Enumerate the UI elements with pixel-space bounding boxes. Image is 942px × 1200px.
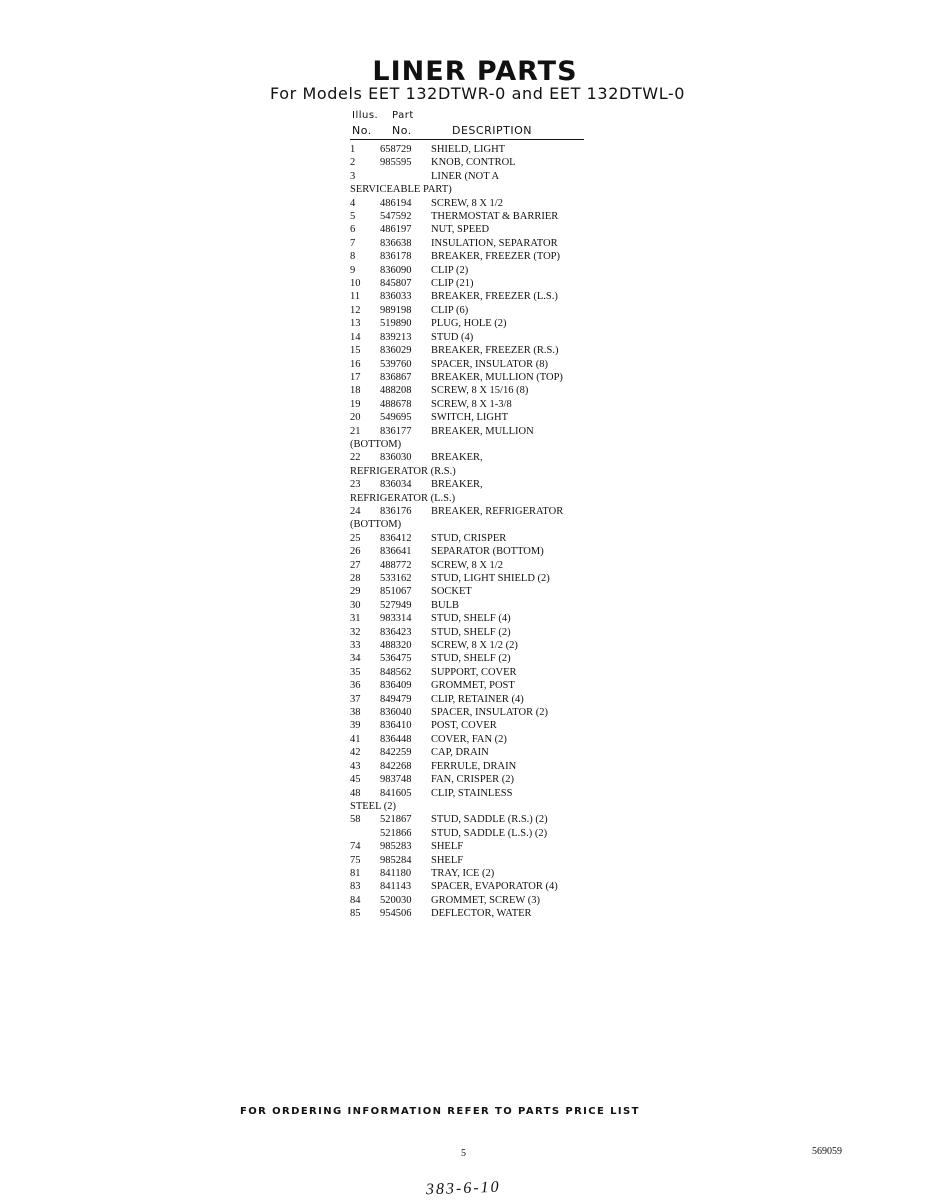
part-description: STUD, LIGHT SHIELD (2) <box>431 573 550 584</box>
part-description: SPACER, INSULATOR (2) <box>431 707 548 719</box>
parts-row <box>350 907 600 920</box>
part-number: 985595 <box>380 157 412 169</box>
part-description: THERMOSTAT & BARRIER <box>431 211 559 223</box>
illus-number: 12 <box>350 304 361 316</box>
part-number: 836176 <box>380 505 412 517</box>
part-header-top: Part <box>392 110 414 121</box>
part-number: 839213 <box>380 331 412 343</box>
part-number: 836641 <box>380 546 412 558</box>
illus-number: 29 <box>350 586 361 598</box>
illus-number: 6 <box>350 224 356 236</box>
illus-number: 2 <box>350 157 356 169</box>
parts-row <box>350 693 600 706</box>
part-description: NUT, SPEED <box>431 224 490 236</box>
illus-number: 83 <box>350 881 361 893</box>
part-description: STUD, SADDLE (R.S.) (2) <box>431 814 548 826</box>
page-number: 5 <box>461 1148 466 1159</box>
illus-number: 23 <box>350 479 361 491</box>
illus-number: 58 <box>350 814 361 826</box>
part-description: DEFLECTOR, WATER <box>431 908 532 920</box>
part-description: BULB <box>431 599 460 611</box>
part-description: STUD, SHELF (2) <box>431 653 511 665</box>
parts-row <box>350 331 600 344</box>
illus-number: 7 <box>350 237 356 249</box>
part-description: BREAKER, FREEZER (L.S.) <box>431 291 558 303</box>
parts-row <box>350 398 600 411</box>
parts-row <box>350 679 600 692</box>
part-number: 836410 <box>380 720 412 732</box>
part-number: 842268 <box>380 760 412 772</box>
part-description: STUD, SHELF (4) <box>431 613 511 625</box>
parts-row <box>350 880 600 893</box>
parts-row <box>350 250 600 263</box>
parts-row <box>350 599 600 612</box>
parts-row <box>350 706 600 719</box>
part-description: BREAKER, MULLION (BOTTOM) <box>350 425 534 450</box>
parts-row <box>350 585 600 598</box>
part-number: 547592 <box>380 211 412 223</box>
part-number: 836409 <box>380 680 412 692</box>
illus-number: 30 <box>350 599 361 611</box>
parts-row <box>350 559 600 572</box>
illus-number: 32 <box>350 626 361 638</box>
part-number: 539760 <box>380 358 412 370</box>
part-number: 836033 <box>380 291 412 303</box>
parts-row <box>350 223 600 236</box>
parts-row <box>350 773 600 786</box>
illus-number: 33 <box>350 640 361 652</box>
part-number: 849479 <box>380 693 412 705</box>
part-number: 836638 <box>380 237 412 249</box>
parts-row <box>350 210 600 223</box>
parts-row <box>350 344 600 357</box>
illus-number: 15 <box>350 345 361 357</box>
part-description: STUD (4) <box>431 331 474 343</box>
illus-number: 41 <box>350 733 361 745</box>
parts-row <box>350 827 600 840</box>
part-description: STUD, SHELF (2) <box>431 626 511 638</box>
part-number: 486194 <box>380 197 412 209</box>
illus-number: 18 <box>350 385 361 397</box>
part-description: CLIP, RETAINER (4) <box>431 693 524 705</box>
part-number: 486197 <box>380 224 412 236</box>
parts-row <box>350 371 600 384</box>
part-number: 521867 <box>380 814 412 826</box>
illus-number: 36 <box>350 680 361 692</box>
illus-number: 38 <box>350 707 361 719</box>
illus-number: 25 <box>350 532 361 544</box>
illus-number: 37 <box>350 693 361 705</box>
parts-row <box>350 719 600 732</box>
part-description: TRAY, ICE (2) <box>431 867 495 879</box>
parts-row <box>350 264 600 277</box>
part-description: SHIELD, LIGHT <box>431 144 506 155</box>
illus-number: 10 <box>350 278 361 290</box>
part-description: CLIP (2) <box>431 264 469 276</box>
illus-number: 3 <box>350 170 356 182</box>
part-number: 836090 <box>380 264 412 276</box>
illus-header: No. <box>352 124 372 137</box>
illus-number: 43 <box>350 760 361 772</box>
illus-number: 31 <box>350 613 361 625</box>
parts-row <box>350 545 600 558</box>
models-subtitle: For Models EET 132DTWR-0 and EET 132DTWL-0 <box>270 84 686 103</box>
part-description: SCREW, 8 X 1-3/8 <box>431 398 512 410</box>
parts-row <box>350 867 600 880</box>
part-description: CLIP, STAINLESS STEEL (2) <box>350 787 513 812</box>
part-description: SEPARATOR (BOTTOM) <box>431 546 544 558</box>
illus-number: 85 <box>350 908 361 920</box>
parts-row <box>350 277 600 290</box>
illus-number: 34 <box>350 653 361 665</box>
part-description: BREAKER, MULLION (TOP) <box>431 371 563 383</box>
illus-number: 22 <box>350 452 361 464</box>
part-number: 527949 <box>380 599 412 611</box>
description-header: DESCRIPTION <box>452 124 532 137</box>
part-number: 836423 <box>380 626 412 638</box>
part-number: 521866 <box>380 827 412 839</box>
parts-row <box>350 894 600 907</box>
illus-number: 45 <box>350 774 361 786</box>
part-number: 488678 <box>380 398 412 410</box>
illus-number: 11 <box>350 291 361 303</box>
part-number: 836040 <box>380 707 412 719</box>
parts-row <box>350 532 600 545</box>
part-description: INSULATION, SEPARATOR <box>431 237 558 249</box>
illus-number: 75 <box>350 854 361 866</box>
parts-row <box>350 733 600 746</box>
parts-row <box>350 760 600 773</box>
part-number: 983748 <box>380 774 412 786</box>
part-number: 836029 <box>380 345 412 357</box>
illus-header-top: Illus. <box>352 110 379 121</box>
part-description: PLUG, HOLE (2) <box>431 318 507 330</box>
part-description: SUPPORT, COVER <box>431 666 517 678</box>
parts-row <box>350 746 600 759</box>
parts-row <box>350 666 600 679</box>
part-description: CAP, DRAIN <box>431 747 489 759</box>
part-description: BREAKER, FREEZER (TOP) <box>431 251 561 263</box>
illus-number: 27 <box>350 559 361 571</box>
parts-row <box>350 787 600 814</box>
illus-number: 9 <box>350 264 356 276</box>
part-description: GROMMET, POST <box>431 680 515 692</box>
parts-row <box>350 840 600 853</box>
part-description: GROMMET, SCREW (3) <box>431 894 540 906</box>
illus-number: 4 <box>350 197 356 209</box>
parts-row <box>350 143 600 156</box>
part-number: 836030 <box>380 452 412 464</box>
illus-number: 81 <box>350 867 361 879</box>
part-description: CLIP (6) <box>431 304 469 316</box>
part-header: No. <box>392 124 412 137</box>
document-code: 569059 <box>812 1146 842 1157</box>
illus-number: 19 <box>350 398 361 410</box>
illus-number: 35 <box>350 666 361 678</box>
part-description: SCREW, 8 X 1/2 <box>431 197 503 209</box>
illus-number: 16 <box>350 358 361 370</box>
part-description: STUD, CRISPER <box>431 532 507 544</box>
illus-number: 14 <box>350 331 361 343</box>
part-number: 658729 <box>380 144 412 155</box>
part-number: 549695 <box>380 412 412 424</box>
part-description: SCREW, 8 X 1/2 (2) <box>431 640 518 652</box>
part-number: 845807 <box>380 278 412 290</box>
parts-row <box>350 451 600 478</box>
part-number: 851067 <box>380 586 412 598</box>
parts-row <box>350 505 600 532</box>
part-description: POST, COVER <box>431 720 497 732</box>
part-description: COVER, FAN (2) <box>431 733 507 745</box>
part-number: 842259 <box>380 747 412 759</box>
part-number: 841605 <box>380 787 412 799</box>
part-description: STUD, SADDLE (L.S.) (2) <box>431 827 548 839</box>
illus-number: 5 <box>350 211 356 223</box>
part-description: SHELF <box>431 841 464 853</box>
illus-number: 28 <box>350 573 361 584</box>
part-description: BREAKER, REFRIGERATOR (R.S.) <box>350 452 483 477</box>
parts-row <box>350 652 600 665</box>
parts-row <box>350 478 600 505</box>
part-description: CLIP (21) <box>431 278 474 290</box>
part-description: SPACER, EVAPORATOR (4) <box>431 881 558 893</box>
illus-number: 42 <box>350 747 361 759</box>
part-number: 836178 <box>380 251 412 263</box>
illus-number: 24 <box>350 505 361 517</box>
illus-number: 39 <box>350 720 361 732</box>
illus-number: 26 <box>350 546 361 558</box>
part-number: 848562 <box>380 666 412 678</box>
page-title: LINER PARTS <box>372 56 578 87</box>
part-description: SPACER, INSULATOR (8) <box>431 358 548 370</box>
part-number: 520030 <box>380 894 412 906</box>
part-number: 519890 <box>380 318 412 330</box>
part-description: KNOB, CONTROL <box>431 157 516 169</box>
handwritten-note: 383-6-10 <box>425 1178 501 1199</box>
part-description: SHELF <box>431 854 464 866</box>
part-number: 488772 <box>380 559 412 571</box>
parts-row <box>350 197 600 210</box>
illus-number: 8 <box>350 251 356 263</box>
illus-number: 21 <box>350 425 361 437</box>
part-description: SOCKET <box>431 586 472 598</box>
part-description: BREAKER, REFRIGERATOR (L.S.) <box>350 479 483 504</box>
part-number: 836034 <box>380 479 412 491</box>
part-description: FERRULE, DRAIN <box>431 760 517 772</box>
part-number: 836412 <box>380 532 412 544</box>
parts-row <box>350 813 600 826</box>
part-description: SWITCH, LIGHT <box>431 412 508 424</box>
part-number: 989198 <box>380 304 412 316</box>
part-number: 985284 <box>380 854 412 866</box>
part-number: 983314 <box>380 613 412 625</box>
illus-number: 48 <box>350 787 361 799</box>
parts-row <box>350 425 600 452</box>
part-number: 841180 <box>380 867 412 879</box>
ordering-info: FOR ORDERING INFORMATION REFER TO PARTS PRICE LIST <box>240 1106 640 1117</box>
illus-number: 1 <box>350 144 356 155</box>
illus-number: 17 <box>350 371 361 383</box>
parts-row <box>350 237 600 250</box>
parts-row <box>350 639 600 652</box>
part-description: BREAKER, REFRIGERATOR (BOTTOM) <box>350 505 564 531</box>
parts-row <box>350 854 600 867</box>
illus-number: 13 <box>350 318 361 330</box>
part-description: SCREW, 8 X 1/2 <box>431 559 503 571</box>
parts-row <box>350 411 600 424</box>
parts-row <box>350 290 600 303</box>
part-description: SCREW, 8 X 15/16 (8) <box>431 385 529 397</box>
part-number: 536475 <box>380 653 412 665</box>
part-description: BREAKER, FREEZER (R.S.) <box>431 345 559 357</box>
part-number: 836448 <box>380 733 412 745</box>
part-number: 954506 <box>380 908 412 920</box>
parts-row <box>350 572 600 585</box>
parts-row <box>350 170 600 197</box>
illus-number: 84 <box>350 894 361 906</box>
part-description: FAN, CRISPER (2) <box>431 774 514 786</box>
illus-number: 74 <box>350 841 361 853</box>
part-number: 488320 <box>380 640 412 652</box>
parts-list <box>350 143 600 921</box>
parts-row <box>350 626 600 639</box>
part-number: 533162 <box>380 573 412 584</box>
illus-number: 20 <box>350 412 361 424</box>
parts-row <box>350 612 600 625</box>
parts-row <box>350 358 600 371</box>
part-description: LINER (NOT A SERVICEABLE PART) <box>350 170 500 196</box>
parts-row <box>350 156 600 169</box>
parts-row <box>350 384 600 397</box>
parts-row <box>350 304 600 317</box>
header-rule <box>350 139 584 140</box>
part-number: 836177 <box>380 425 412 437</box>
part-number: 841143 <box>380 881 412 893</box>
part-number: 488208 <box>380 385 412 397</box>
parts-row <box>350 317 600 330</box>
part-number: 985283 <box>380 841 412 853</box>
part-number: 836867 <box>380 371 412 383</box>
